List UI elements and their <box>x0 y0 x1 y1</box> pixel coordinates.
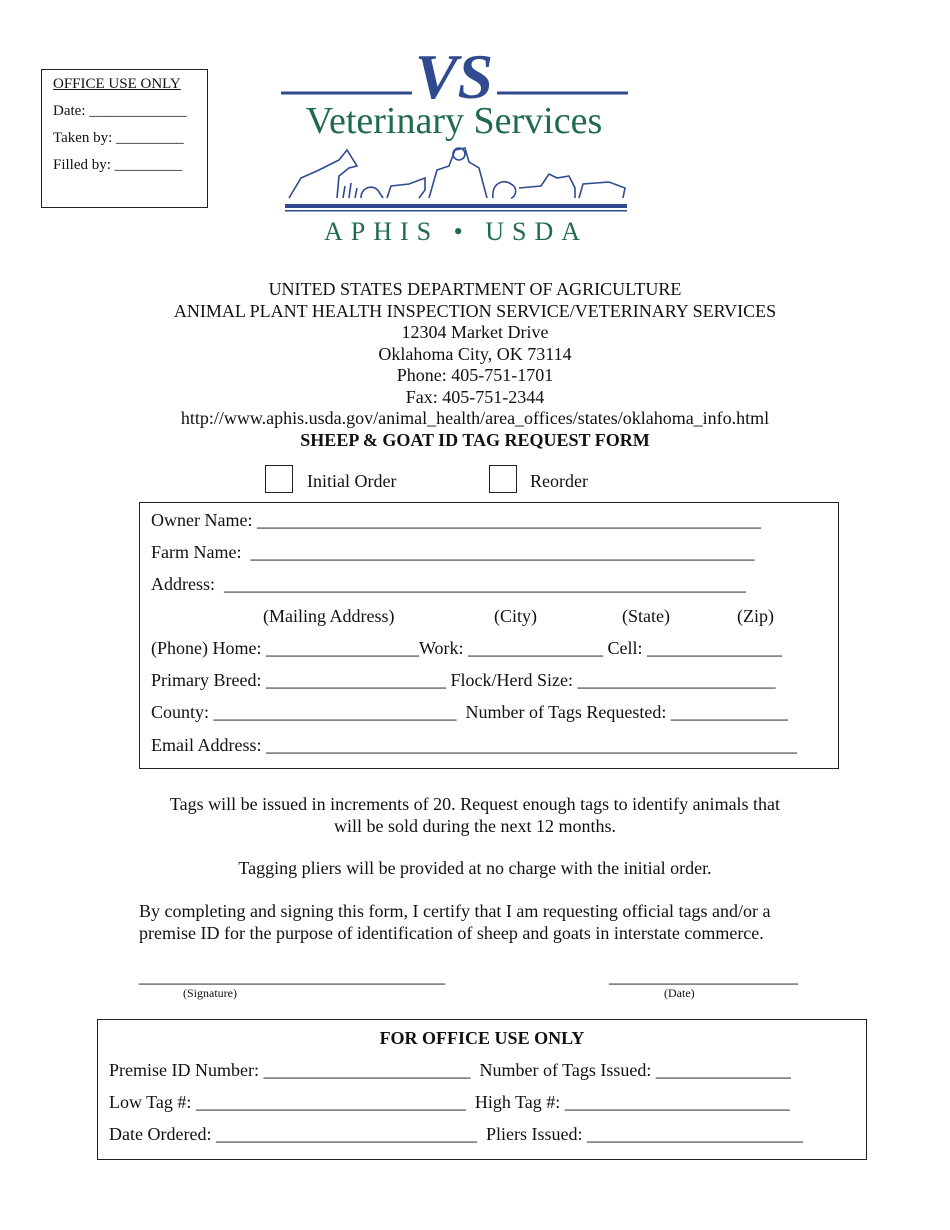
agency-header <box>0 279 950 451</box>
header-street: 12304 Market Drive <box>401 322 549 342</box>
date-line[interactable]: _____________________ <box>609 966 798 986</box>
form-title: SHEEP & GOAT ID TAG REQUEST FORM <box>300 429 650 450</box>
animal-silhouettes-icon <box>289 148 625 198</box>
office-filled-by-field[interactable]: Filled by: _________ <box>53 157 183 173</box>
header-city: Oklahoma City, OK 73114 <box>378 343 572 364</box>
email-field[interactable]: Email Address: ___________________________________________________________ <box>151 735 797 755</box>
tag-increments-note: Tags will be issued in increments of 20. Request enough tags to identify animals that will be sold during the next 12 months. <box>169 794 781 836</box>
logo-vs-letters: VS <box>414 41 494 112</box>
reorder-checkbox[interactable] <box>489 465 517 493</box>
logo-name: Veterinary Services <box>305 100 603 142</box>
date-pliers-fields[interactable]: Date Ordered: _____________________________ Pliers Issued: ________________________ <box>109 1124 803 1144</box>
signature-label: (Signature) <box>183 986 237 1000</box>
address-state-hint: (State) <box>622 606 670 626</box>
office-use-box <box>41 69 208 208</box>
reorder-label: Reorder <box>530 471 588 491</box>
farm-name-field[interactable]: Farm Name: ________________________________________________________ <box>151 542 755 562</box>
premise-tags-issued-fields[interactable]: Premise ID Number: _______________________ Number of Tags Issued: _______________ <box>109 1060 791 1080</box>
phone-fields[interactable]: (Phone) Home: _________________Work: _______________ Cell: _______________ <box>151 638 783 658</box>
date-label: (Date) <box>664 986 695 1000</box>
office-use-title: OFFICE USE ONLY <box>53 76 181 92</box>
signature-line[interactable]: __________________________________ <box>139 966 445 986</box>
veterinary-services-logo <box>279 38 631 248</box>
office-bottom-title: FOR OFFICE USE ONLY <box>379 1028 585 1048</box>
county-tags-fields[interactable]: County: ___________________________ Number of Tags Requested: _____________ <box>151 702 788 722</box>
initial-order-label: Initial Order <box>307 471 397 491</box>
office-use-bottom-box <box>97 1019 867 1160</box>
office-date-field[interactable]: Date: _____________ <box>53 103 187 119</box>
address-field[interactable]: Address: __________________________________________________________ <box>151 574 746 594</box>
address-zip-hint: (Zip) <box>737 606 774 626</box>
header-service: ANIMAL PLANT HEALTH INSPECTION SERVICE/VETERINARY SERVICES <box>173 300 777 321</box>
breed-herd-fields[interactable]: Primary Breed: ____________________ Flock/Herd Size: ______________________ <box>151 670 776 690</box>
address-mailing-hint: (Mailing Address) <box>263 606 395 626</box>
owner-name-field[interactable]: Owner Name: ________________________________________________________ <box>151 510 761 530</box>
certification-statement: By completing and signing this form, I certify that I am requesting official tags and/or a premise ID for the purpose of identification of sheep and goats in interstate commerce. <box>139 901 771 943</box>
logo-agency: APHIS • USDA <box>323 217 589 246</box>
address-city-hint: (City) <box>494 606 537 626</box>
header-url[interactable]: http://www.aphis.usda.gov/animal_health/area_offices/states/oklahoma_info.html <box>180 408 770 428</box>
header-department: UNITED STATES DEPARTMENT OF AGRICULTURE <box>268 279 682 299</box>
office-taken-by-field[interactable]: Taken by: _________ <box>53 130 184 146</box>
initial-order-checkbox[interactable] <box>265 465 293 493</box>
header-fax: Fax: 405-751-2344 <box>405 386 545 407</box>
header-phone: Phone: 405-751-1701 <box>396 365 554 385</box>
owner-info-box <box>139 502 839 769</box>
pliers-note: Tagging pliers will be provided at no charge with the initial order. <box>238 858 712 878</box>
tag-range-fields[interactable]: Low Tag #: ______________________________ High Tag #: _________________________ <box>109 1092 790 1112</box>
